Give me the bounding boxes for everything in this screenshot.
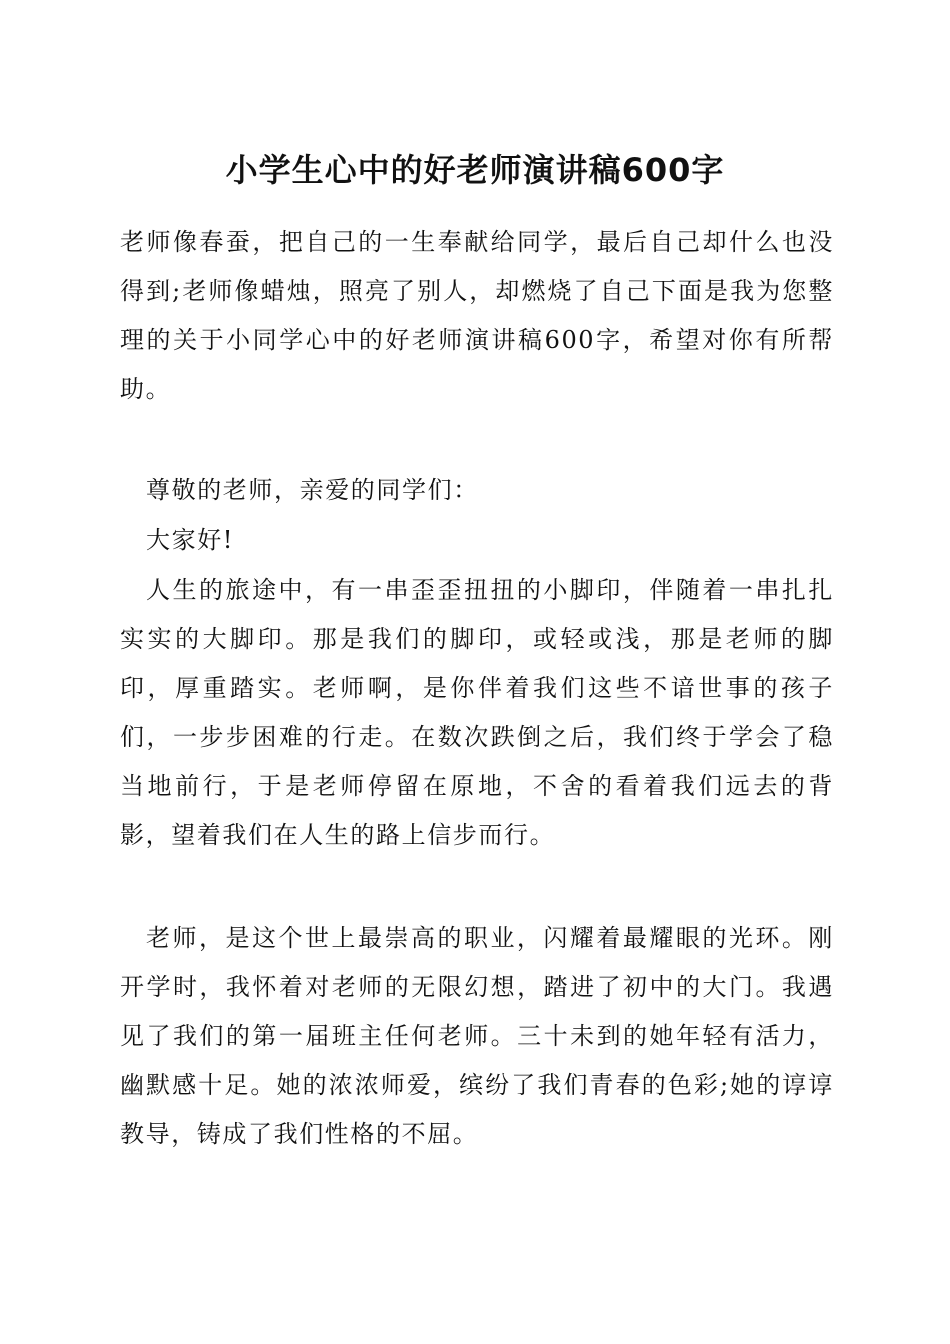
document-title: 小学生心中的好老师演讲稿600字 xyxy=(225,151,725,189)
speech-hello: 大家好! xyxy=(146,526,235,554)
speech-greeting: 尊敬的老师，亲爱的同学们： xyxy=(146,476,479,504)
body-paragraph-1: 人生的旅途中，有一串歪歪扭扭的小脚印，伴随着一串扎扎实实的大脚印。那是我们的脚印，或轻或浅，那是老师的脚印，厚重踏实。老师啊，是你伴着我们这些不谙世事的孩子们，一步步困难的行走。在数次跌倒之后，我们终于学会了稳当地前行，于是老师停留在原地，不舍的看着我们远去的背影，望着我们在人生的路上信步而行。 xyxy=(120,576,834,849)
intro-paragraph: 老师像春蚕，把自己的一生奉献给同学，最后自己却什么也没得到;老师像蜡烛，照亮了别人，却燃烧了自己下面是我为您整理的关于小同学心中的好老师演讲稿600字，希望对你有所帮助。 xyxy=(120,228,834,403)
body-paragraph-2: 老师，是这个世上最崇高的职业，闪耀着最耀眼的光环。刚开学时，我怀着对老师的无限幻想，踏进了初中的大门。我遇见了我们的第一届班主任何老师。三十未到的她年轻有活力，幽默感十足。她的浓浓师爱，缤纷了我们青春的色彩;她的谆谆教导，铸成了我们性格的不屈。 xyxy=(120,924,834,1148)
